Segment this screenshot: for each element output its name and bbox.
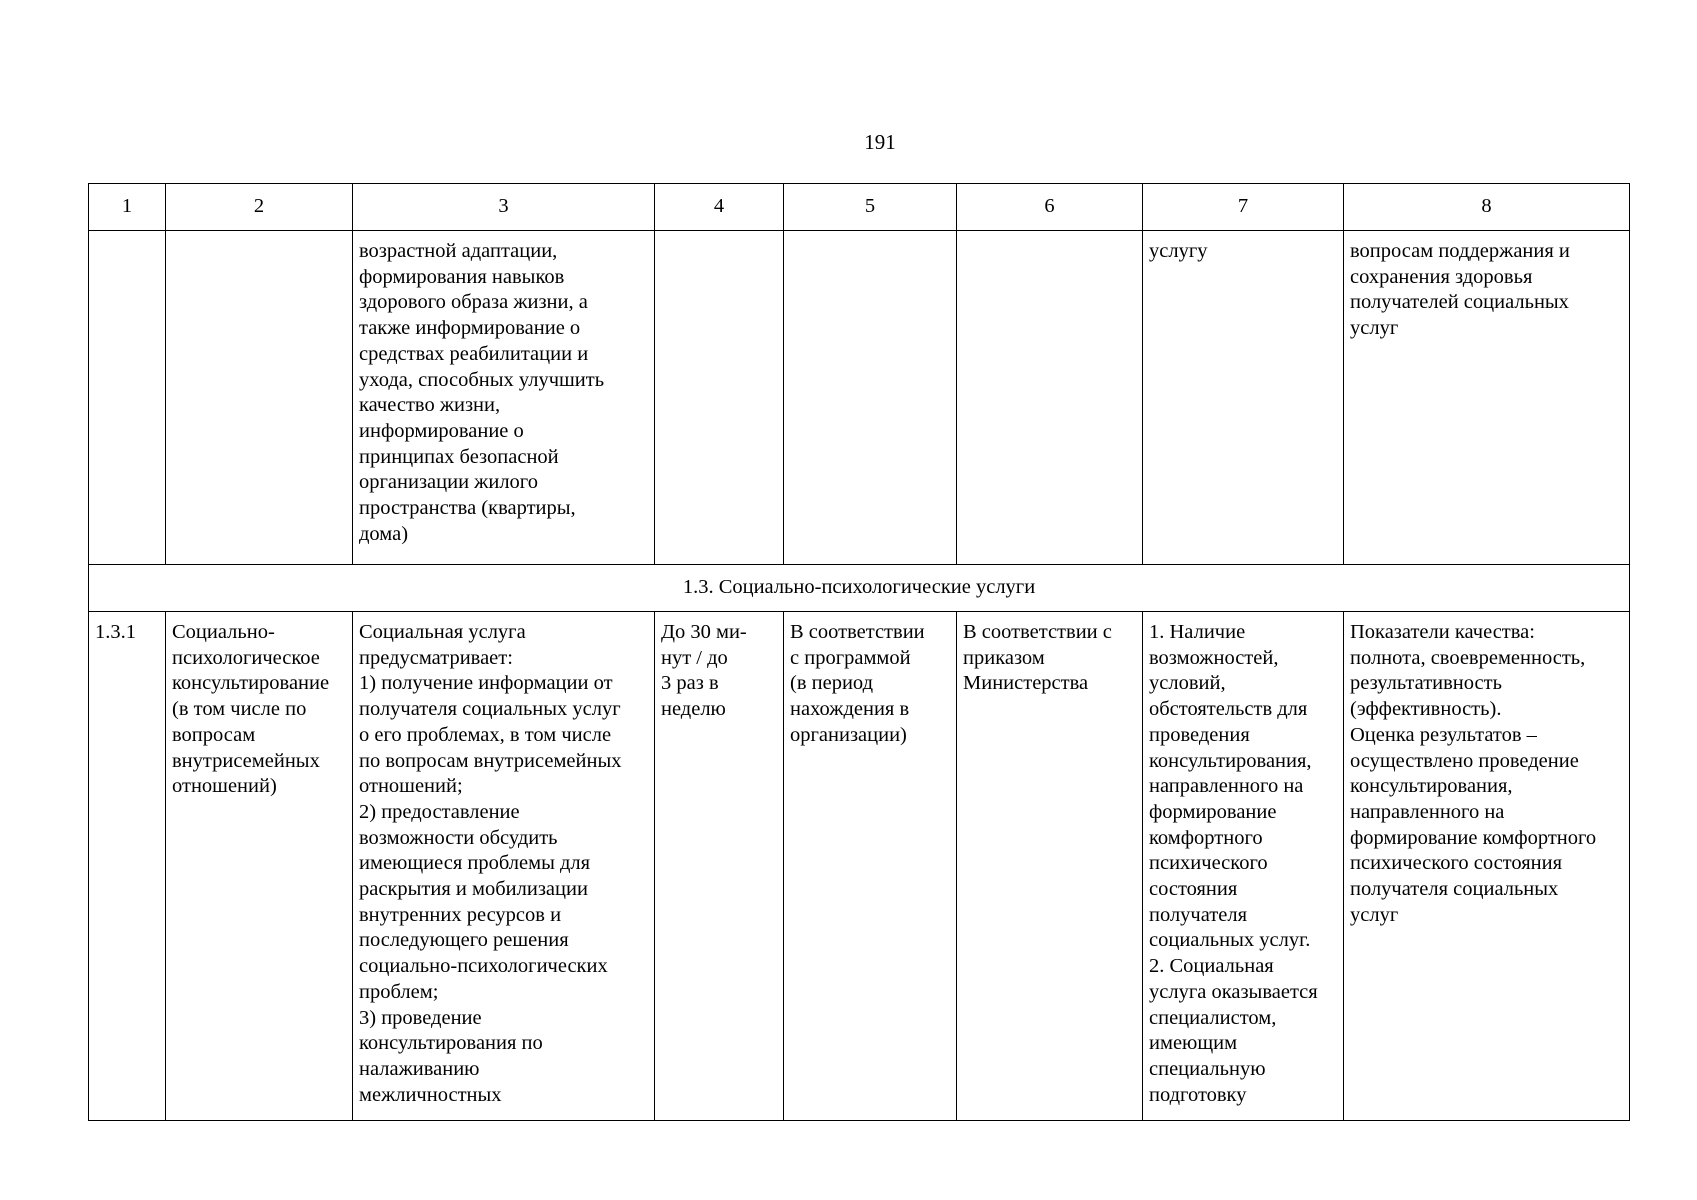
table-row-continuation bbox=[89, 231, 1630, 565]
table-cell: возрастной адаптации, формирования навыков здорового образа жизни, а также информирование о средствах реабилитации и ухода, способных улучшить качество жизни, информирование о принципах безопасной организации жилого пространства (квартиры, дома) bbox=[353, 231, 655, 565]
header-cell: 5 bbox=[784, 184, 957, 231]
section-heading-row bbox=[89, 565, 1630, 612]
header-cell: 1 bbox=[89, 184, 166, 231]
header-cell: 7 bbox=[1143, 184, 1344, 231]
service-number: 1.3.1 bbox=[89, 612, 166, 1121]
header-cell: 8 bbox=[1344, 184, 1630, 231]
service-duration: До 30 ми- нут / до 3 раз в неделю bbox=[655, 612, 784, 1121]
service-frequency: В соответствии с программой (в период нахождения в организации) bbox=[784, 612, 957, 1121]
table-cell bbox=[89, 231, 166, 565]
service-description: Социальная услуга предусматривает: 1) получение информации от получателя социальных услуг о его проблемах, в том числе по вопросам внутрисемейных отношений; 2) предоставление возможности обсудить имеющиеся проблемы для раскрытия и мобилизации внутренних ресурсов и последующего решения социально-психологических проблем; 3) проведение консультирования по налаживанию межличностных bbox=[353, 612, 655, 1121]
table-cell bbox=[957, 231, 1143, 565]
table-header-row bbox=[89, 184, 1630, 231]
service-conditions: 1. Наличие возможностей, условий, обстоятельств для проведения консультирования, направленного на формирование комфортного психического состояния получателя социальных услуг. 2. Социальная услуга оказывается специалистом, имеющим специальную подготовку bbox=[1143, 612, 1344, 1121]
service-cost: В соответствии с приказом Министерства bbox=[957, 612, 1143, 1121]
header-cell: 3 bbox=[353, 184, 655, 231]
table-row-service bbox=[89, 612, 1630, 1121]
table-cell bbox=[655, 231, 784, 565]
table-cell bbox=[166, 231, 353, 565]
table-cell: вопросам поддержания и сохранения здоровья получателей социальных услуг bbox=[1344, 231, 1630, 565]
table-cell: услугу bbox=[1143, 231, 1344, 565]
section-title: 1.3. Социально-психологические услуги bbox=[89, 565, 1630, 612]
header-cell: 2 bbox=[166, 184, 353, 231]
header-cell: 4 bbox=[655, 184, 784, 231]
service-quality: Показатели качества: полнота, своевременность, результативность (эффективность). Оценка результатов – осуществлено проведение консультирования, направленного на формирование комфортного психического состояния получателя социальных услуг bbox=[1344, 612, 1630, 1121]
services-table bbox=[88, 183, 1630, 1121]
header-cell: 6 bbox=[957, 184, 1143, 231]
service-name: Социально- психологическое консультирование (в том числе по вопросам внутрисемейных отношений) bbox=[166, 612, 353, 1121]
table-cell bbox=[784, 231, 957, 565]
page-number: 191 bbox=[864, 130, 896, 154]
